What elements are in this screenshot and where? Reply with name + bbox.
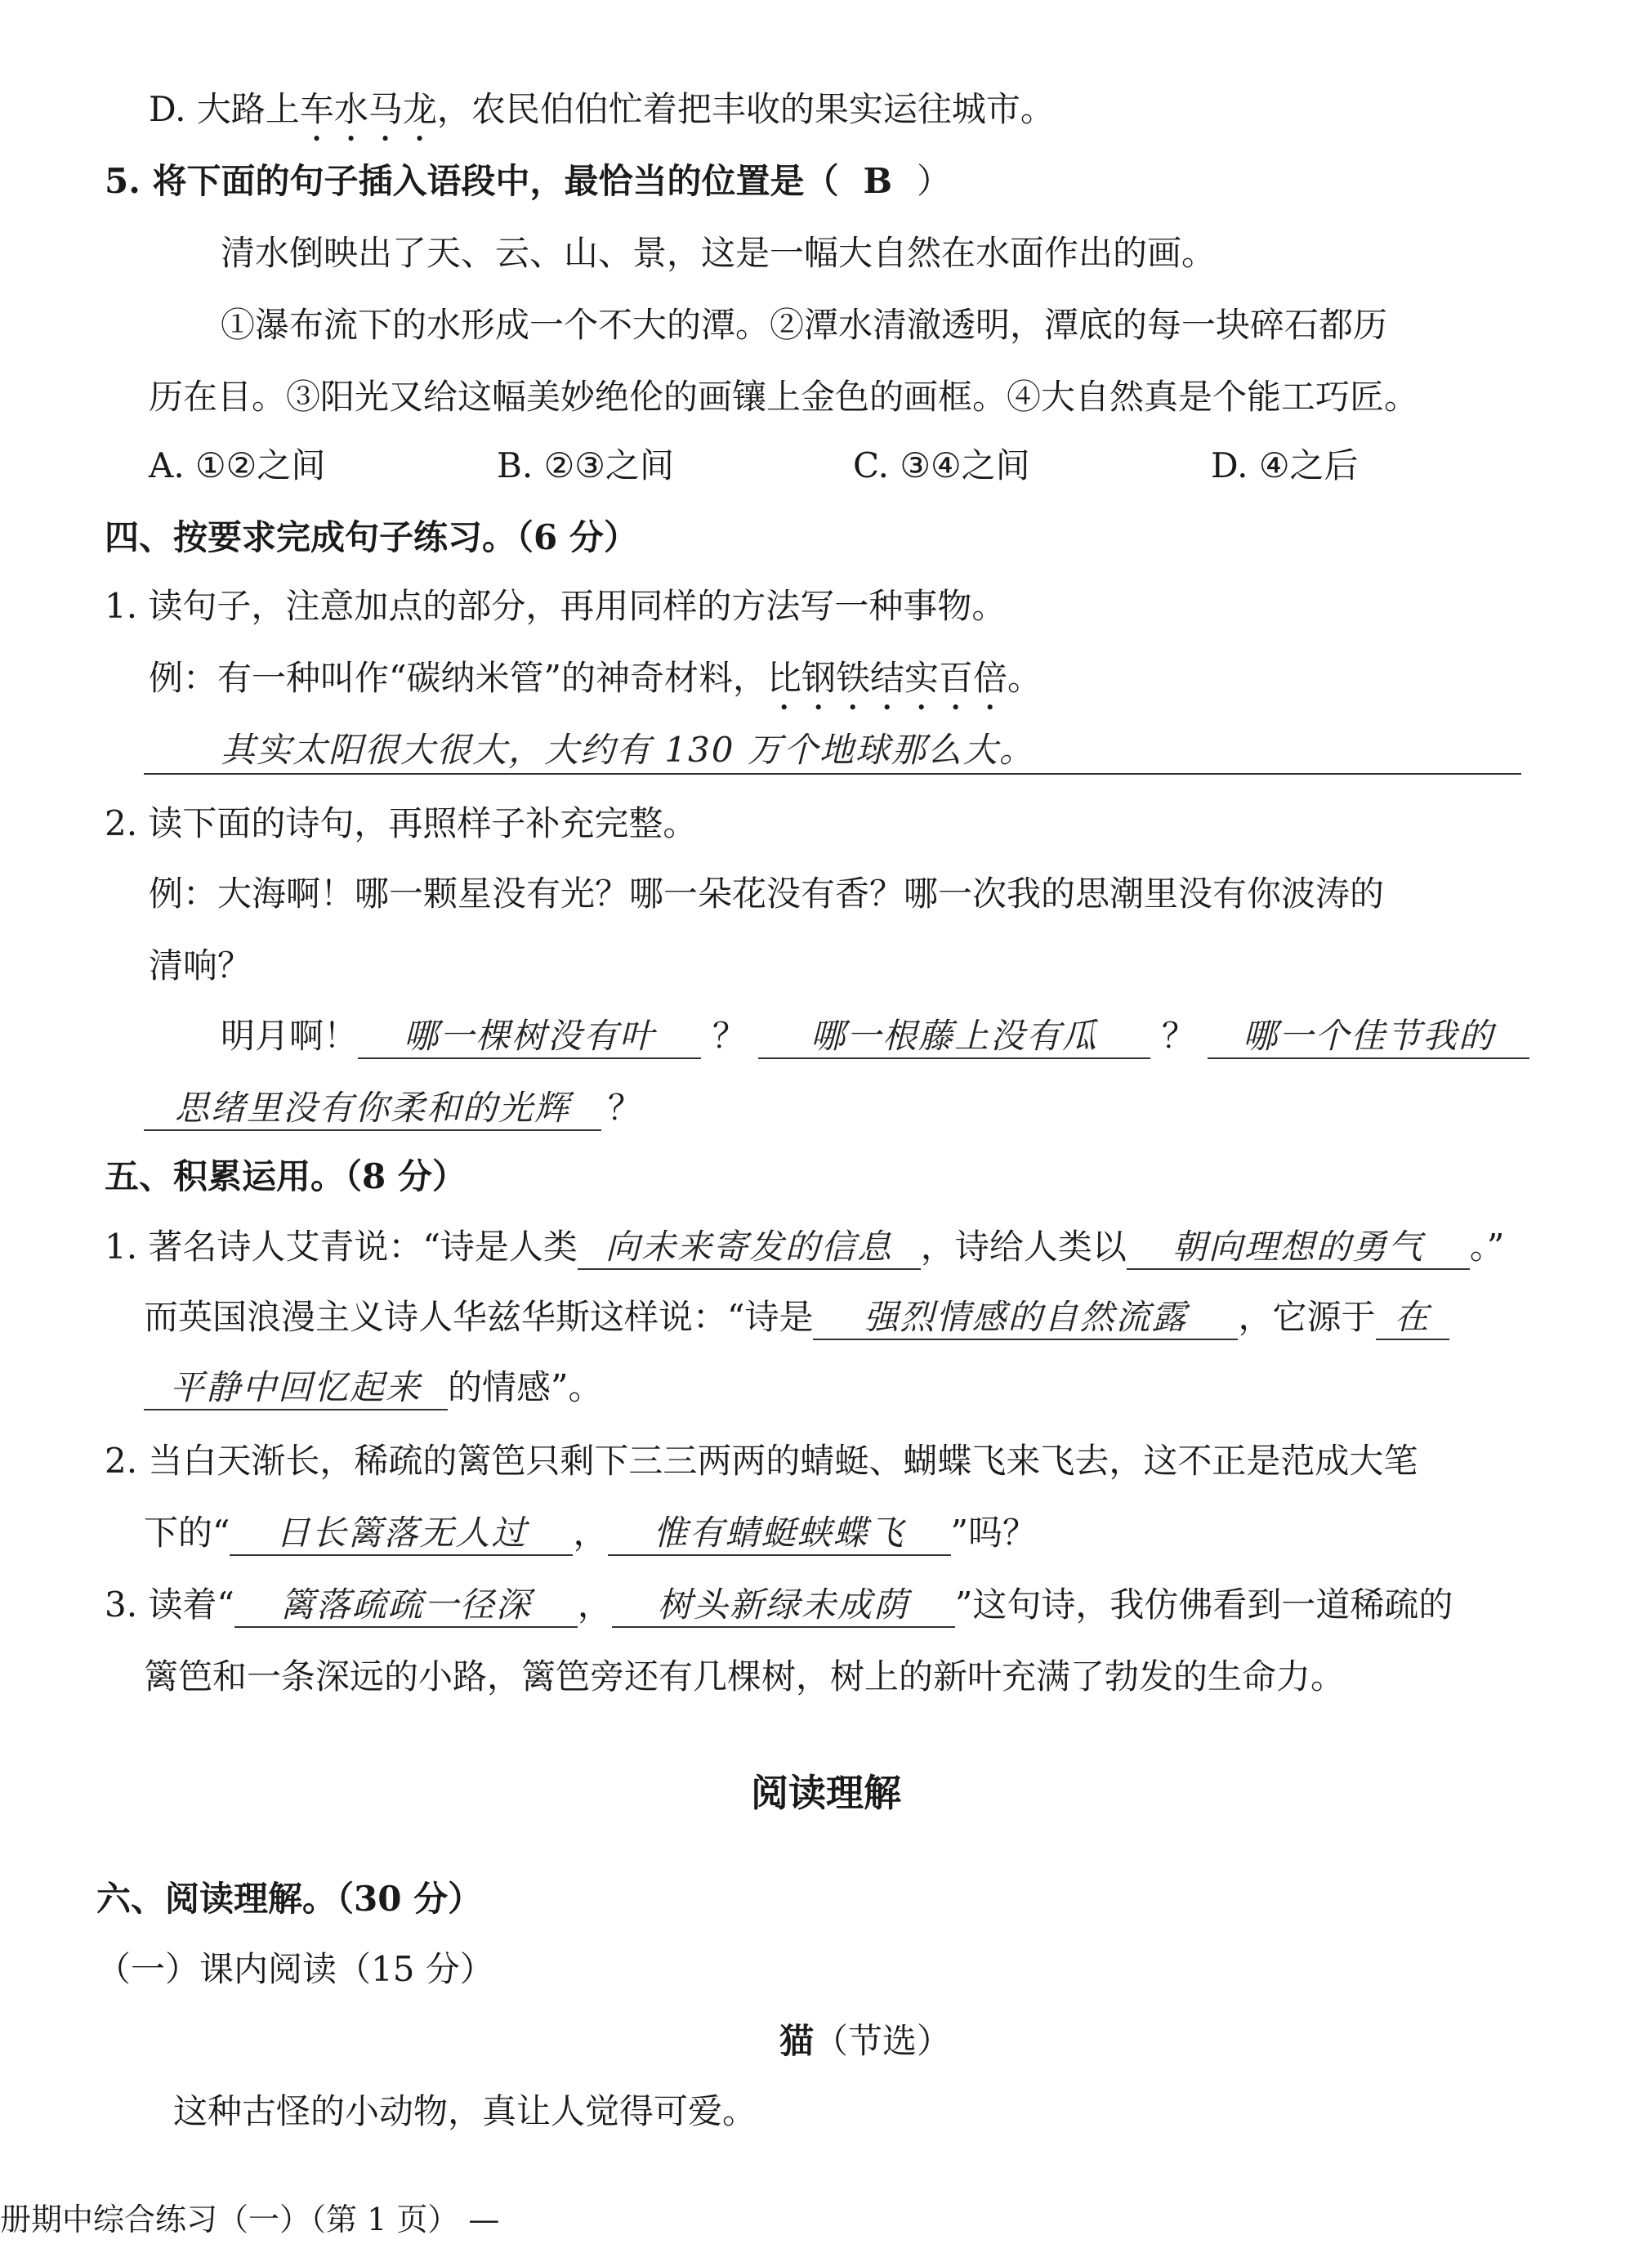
s4-q1-answer: 其实太阳很大很大，大约有 130 万个地球那么大。 xyxy=(221,730,1035,770)
dotted-phrase: 车水马龙 xyxy=(299,89,437,129)
s4-q2-stem: 2. 读下面的诗句，再照样子补充完整。 xyxy=(105,803,698,843)
fill-blank: 日长篱落无人过 xyxy=(230,1512,573,1556)
text: ”吗？ xyxy=(950,1513,1037,1553)
s5-q3-line-1 xyxy=(105,1580,1453,1629)
s4-q1-stem: 1. 读句子，注意加点的部分，再用同样的方法写一种事物。 xyxy=(105,586,1007,626)
q5-option-d: D. ④之后 xyxy=(1211,445,1359,485)
s4-q2-example-1: 例：大海啊！哪一颗星没有光？哪一朵花没有香？哪一次我的思潮里没有你波涛的 xyxy=(149,874,1385,914)
text: 而英国浪漫主义诗人华兹华斯这样说：“诗是 xyxy=(144,1297,814,1337)
fill-blank: 在 xyxy=(1376,1296,1449,1340)
option-d-suffix: ，农民伯伯忙着把丰收的果实运往城市。 xyxy=(436,89,1055,129)
s5-q3-line-2: 篱笆和一条深远的小路，篱笆旁还有几棵树，树上的新叶充满了勃发的生命力。 xyxy=(144,1656,1346,1696)
text: ”这句诗，我仿佛看到一道稀疏的 xyxy=(954,1585,1453,1625)
fill-blank: 篱落疏疏一径深 xyxy=(234,1584,578,1628)
example-prefix: 例：有一种叫作“碳纳米管”的神奇材料， xyxy=(149,658,767,698)
fill-blank: 惟有蜻蜓蛱蝶飞 xyxy=(608,1512,951,1556)
qmark: ？ xyxy=(712,1016,748,1056)
s4-q2-example-2: 清响？ xyxy=(149,945,252,986)
fill-blank: 哪一根藤上没有瓜 xyxy=(758,1015,1150,1059)
s5-q1-line-2 xyxy=(144,1293,1449,1342)
fill-blank: 平静中回忆起来 xyxy=(144,1366,448,1410)
option-d-prefix: D. 大路上 xyxy=(149,89,300,129)
s5-q1-line-3 xyxy=(144,1363,602,1412)
s5-q1-line-1 xyxy=(105,1223,1504,1272)
page-footer: 册期中综合练习（一）（第 1 页） — xyxy=(0,2202,500,2237)
insert-sentence: 清水倒映出了天、云、山、景，这是一幅大自然在水面作出的画。 xyxy=(221,233,1217,273)
text: 下的“ xyxy=(144,1513,230,1553)
q5-option-a: A. ①②之间 xyxy=(149,445,326,485)
qmark: ？ xyxy=(608,1088,643,1128)
q5-option-b: B. ②③之间 xyxy=(497,445,674,485)
fill-blank: 向未来寄发的信息 xyxy=(578,1226,921,1270)
s4-q2-fill-line-1 xyxy=(221,1012,1529,1061)
article-note: （节选） xyxy=(814,2021,952,2061)
text: ， xyxy=(573,1513,608,1553)
answer-line xyxy=(144,773,1521,775)
example-suffix: 。 xyxy=(1007,658,1042,698)
fill-blank: 哪一棵树没有叶 xyxy=(358,1015,701,1059)
text: 3. 读着“ xyxy=(105,1585,234,1625)
q5-option-c: C. ③④之间 xyxy=(853,445,1030,485)
text: 1. 著名诗人艾青说：“诗是人类 xyxy=(105,1227,578,1267)
text: ， xyxy=(577,1585,612,1625)
reading-header: 阅读理解 xyxy=(751,1771,901,1815)
section-5-title: 五、积累运用。（8 分） xyxy=(105,1156,467,1196)
subsection-1-title: （一）课内阅读（15 分） xyxy=(96,1949,494,1989)
fill-blank: 朝向理想的勇气 xyxy=(1127,1226,1470,1270)
q5-answer: B xyxy=(863,161,892,201)
qmark: ？ xyxy=(1162,1016,1197,1056)
text: ，诗给人类以 xyxy=(920,1227,1127,1267)
text: ，它源于 xyxy=(1238,1297,1376,1337)
fill-blank: 哪一个佳节我的 xyxy=(1208,1015,1529,1059)
fill-blank: 思绪里没有你柔和的光辉 xyxy=(144,1087,601,1131)
q5-close: ） xyxy=(916,161,951,201)
s4-q2-fill-line-2 xyxy=(144,1084,642,1133)
s4-q1-example xyxy=(149,654,1042,717)
example-dotted: 比钢铁结实百倍 xyxy=(766,658,1007,698)
s5-q2-line-1: 2. 当白天渐长，稀疏的篱笆只剩下三三两两的蜻蜓、蝴蝶飞来飞去，这不正是范成大笔 xyxy=(105,1441,1418,1481)
lead-text: 明月啊！ xyxy=(221,1016,359,1056)
s5-q2-line-2 xyxy=(144,1509,1037,1558)
fill-blank: 树头新绿未成荫 xyxy=(612,1584,955,1628)
question-5-stem xyxy=(105,157,951,206)
article-title xyxy=(0,2017,1652,2066)
passage-line-1: ①瀑布流下的水形成一个不大的潭。②潭水清澈透明，潭底的每一块碎石都历 xyxy=(221,305,1388,345)
article-first-line: 这种古怪的小动物，真让人觉得可爱。 xyxy=(173,2091,757,2131)
passage-line-2: 历在目。③阳光又给这幅美妙绝伦的画镶上金色的画框。④大自然真是个能工巧匠。 xyxy=(149,377,1419,417)
section-4-title: 四、按要求完成句子练习。（6 分） xyxy=(105,517,638,557)
fill-blank: 强烈情感的自然流露 xyxy=(813,1296,1238,1340)
option-d-line xyxy=(149,85,1055,149)
text: 的情感”。 xyxy=(448,1367,603,1407)
text: 。” xyxy=(1469,1227,1505,1267)
section-6-title: 六、阅读理解。（30 分） xyxy=(96,1879,483,1919)
q5-stem-text: 5. 将下面的句子插入语段中，最恰当的位置是（ xyxy=(105,161,839,201)
article-title-text: 猫 xyxy=(779,2021,814,2061)
